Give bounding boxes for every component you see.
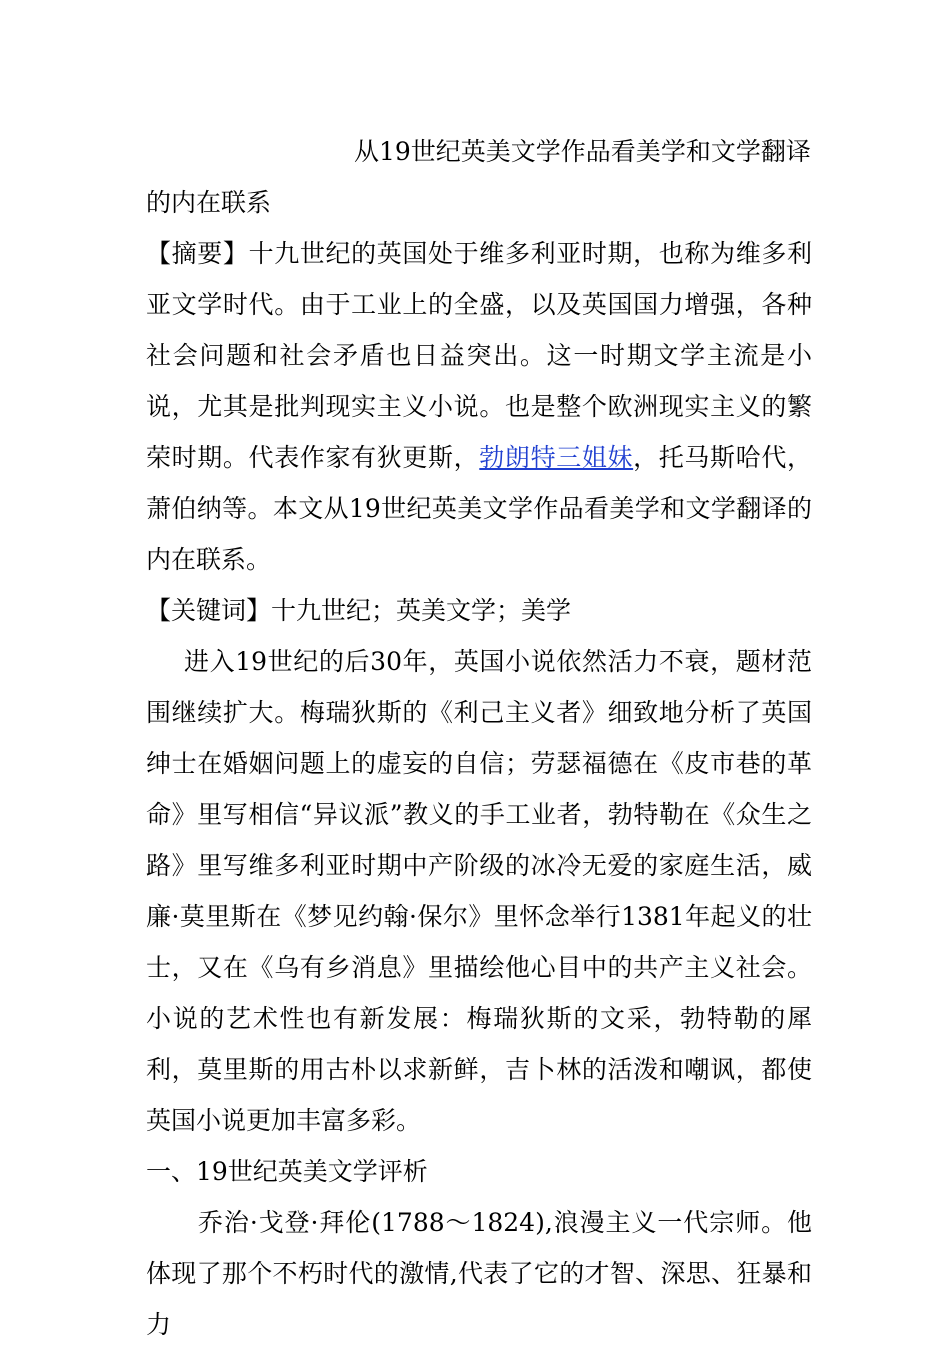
body-paragraph-2: 乔治·戈登·拜伦(1788～1824),浪漫主义一代宗师。他体现了那个不朽时代的激情,代表了它的才智、深思、狂暴和力 xyxy=(146,1208,812,1339)
bronte-sisters-link[interactable]: 勃朗特三姐妹 xyxy=(479,443,634,472)
abstract-paragraph xyxy=(146,228,812,585)
abstract-text-start: 十九世纪的英国处于维多利亚时期，也称为维多利亚文学时代。由于工业上的全盛，以及英国国力增强，各种社会问题和社会矛盾也日益突出。这一时期文学主流是小说，尤其是批判现实主义小说。也是整个欧洲现实主义的繁荣时期。代表作家有狄更斯， xyxy=(146,239,812,472)
abstract-label: 【摘要】 xyxy=(146,239,249,268)
abstract-text-end: ，托马斯哈代，萧伯纳等。本文从19世纪英美文学作品看美学和文学翻译的内在联系。 xyxy=(146,443,812,574)
keywords-line: 【关键词】十九世纪；英美文学；美学 xyxy=(146,596,572,625)
body-paragraph-1: 进入19世纪的后30年，英国小说依然活力不衰，题材范围继续扩大。梅瑞狄斯的《利己主义者》细致地分析了英国绅士在婚姻问题上的虚妄的自信；劳瑟福德在《皮市巷的革命》里写相信“异议派”教义的手工业者，勃特勒在《众生之路》里写维多利亚时期中产阶级的冰冷无爱的家庭生活，威廉·莫里斯在《梦见约翰·保尔》里怀念举行1381年起义的壮士，又在《乌有乡消息》里描绘他心目中的共产主义社会。小说的艺术性也有新发展：梅瑞狄斯的文采，勃特勒的犀利，莫里斯的用古朴以求新鲜，吉卜林的活泼和嘲讽，都使英国小说更加丰富多彩。 xyxy=(146,647,812,1135)
document-title: 从19世纪英美文学作品看美学和文学翻译的内在联系 xyxy=(146,137,811,217)
section-heading: 一、19世纪英美文学评析 xyxy=(146,1157,428,1186)
document-body xyxy=(146,126,812,1350)
